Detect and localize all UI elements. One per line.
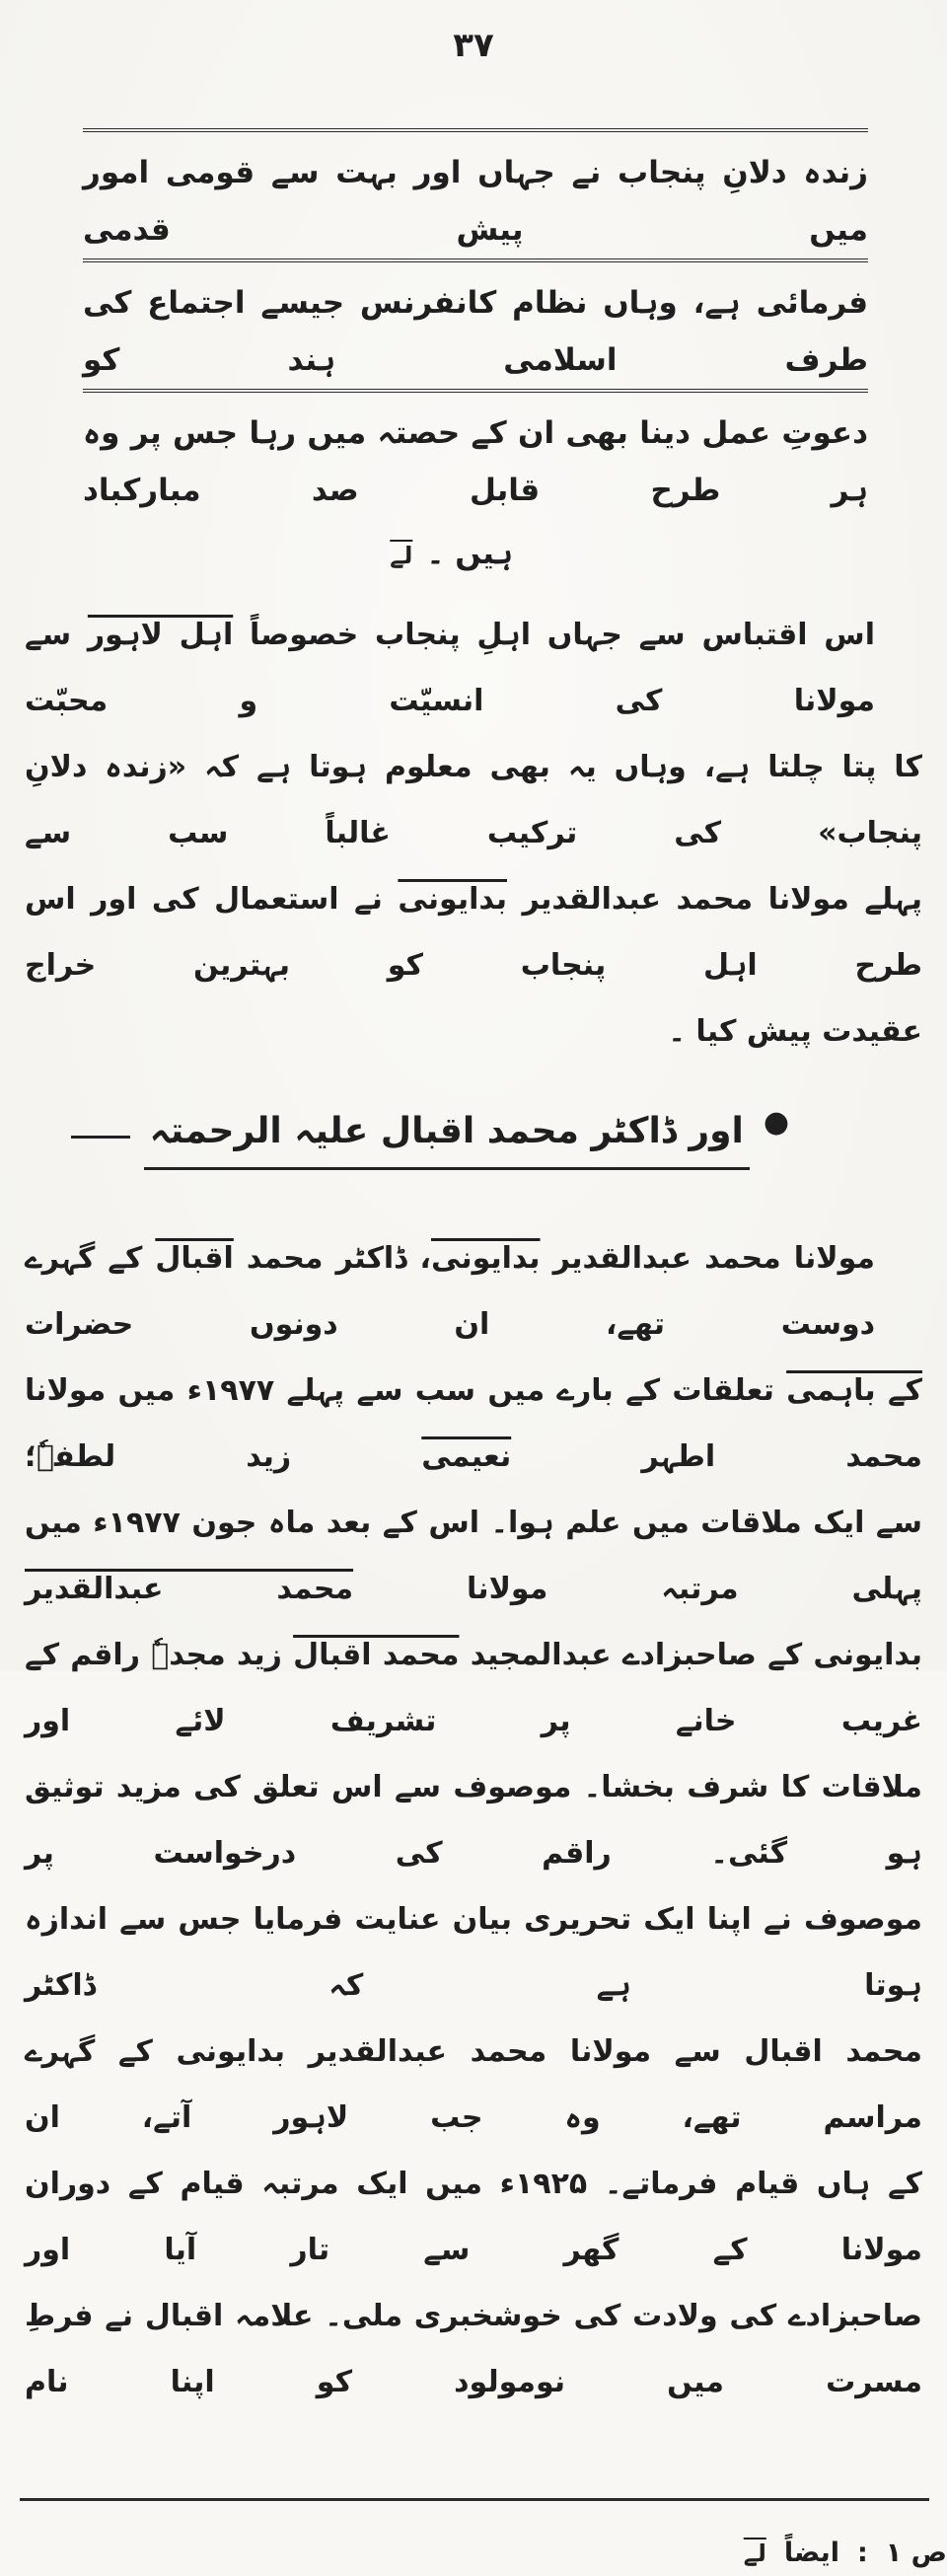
overlined-text: بدایونی [430, 1241, 541, 1276]
text-line [25, 1754, 922, 1886]
overlined-text: محمد عبدالقدیر [25, 1572, 354, 1606]
text-line [25, 2019, 922, 2151]
text-segment: زید مجدہٗ راقم کے غریب خانے پر تشریف لائے اور [25, 1638, 922, 1738]
text-line [25, 1225, 922, 1358]
quote-last-text: ہیں ۔ [426, 536, 513, 571]
text-line [25, 1886, 922, 2019]
bullet-icon: ● [763, 1105, 789, 1140]
text-line [83, 389, 868, 519]
footnote-page: ص ۱ [885, 2538, 947, 2568]
section-heading-text: اور ڈاکٹر محمد اقبال علیہ الرحمتہ [144, 1106, 750, 1170]
overlined-text: اہل لاہور [87, 618, 234, 652]
text-segment: صاحبزادے کی ولادت کی خوشخبری ملی۔ علامہ اقبال نے فرطِ مسرت میں نومولود کو اپنا نام [25, 2299, 922, 2399]
heading-dash-line [71, 1136, 130, 1139]
page-number: ۳۷ [453, 26, 494, 65]
footnote-marker: لے [743, 2539, 766, 2567]
text-line [25, 734, 922, 866]
text-line [25, 1622, 922, 1754]
text-segment: تعلقات کے بارے میں سب سے پہلے ۱۹۷۷ء میں مولانا محمد اطہر [25, 1373, 922, 1474]
overlined-text: کے باہمی [786, 1373, 922, 1408]
text-segment: بدایونی کے صاحبزادے عبدالمجید [459, 1638, 922, 1672]
text-segment: دعوتِ عمل دینا بھی ان کے حصتہ میں رہا جس پر وہ ہر طرح قابل صد مبارکباد [83, 415, 868, 508]
text-segment: عقیدت پیش کیا ۔ [668, 1014, 922, 1049]
footnote [744, 2531, 947, 2576]
text-segment: سے مولانا کی انسیّت و محبّت [25, 618, 875, 718]
overlined-text: بدایونی [398, 882, 507, 917]
text-segment: سے ایک ملاقات میں علم ہوا۔ اس کے بعد ماہ جون ۱۹۷۷ء میں پہلی مرتبہ مولانا [25, 1506, 922, 1606]
text-line [25, 866, 922, 998]
footnote-reference-marker: لے [390, 542, 413, 569]
text-line [83, 128, 868, 258]
text-segment: موصوف نے اپنا ایک تحریری بیان عنایت فرمایا جس سے اندازہ ہوتا ہے کہ ڈاکٹر [25, 1902, 922, 2003]
text-line [25, 2283, 922, 2415]
section-heading [149, 1105, 789, 1170]
overlined-text: محمد اقبال [293, 1638, 460, 1672]
text-segment: مولانا محمد عبدالقدیر [540, 1241, 875, 1276]
text-segment: نے استعمال کی اور اس طرح اہل پنجاب کو بہترین خراج [25, 882, 922, 983]
text-segment: کا پتا چلتا ہے، وہاں یہ بھی معلوم ہوتا ہے کہ «زندہ دلانِ پنجاب» کی ترکیب غالباً سب سے [25, 750, 922, 850]
text-segment: زندہ دلانِ پنجاب نے جہاں اور بہت سے قومی امور میں پیش قدمی [83, 155, 868, 248]
footnote-colon: : [856, 2538, 868, 2568]
text-line [83, 258, 868, 389]
text-line [25, 602, 922, 734]
text-line [25, 998, 922, 1065]
text-line [25, 1490, 922, 1622]
paragraph-2 [25, 1225, 922, 2415]
text-segment: فرمائی ہے، وہاں نظام کانفرنس جیسے اجتماع کی طرف اسلامی ہند کو [83, 285, 868, 378]
footnote-divider [20, 2498, 929, 2501]
text-segment: محمد اقبال سے مولانا محمد عبدالقدیر بدایونی کے گہرے مراسم تھے، وہ جب لاہور آتے، ان [25, 2034, 922, 2135]
text-line [25, 1358, 922, 1490]
footnote-label: ایضاً [783, 2538, 839, 2568]
text-segment: کے ہاں قیام فرماتے۔ ۱۹۲۵ء میں ایک مرتبہ قیام کے دوران مولانا کے گھر سے تار آیا اور [25, 2167, 922, 2267]
overlined-text: نعیمی [421, 1439, 512, 1474]
quote-last-line [0, 519, 947, 580]
text-segment: ملاقات کا شرف بخشا۔ موصوف سے اس تعلق کی مزید توثیق ہو گئی۔ راقم کی درخواست پر [25, 1770, 922, 1871]
quote-block [83, 128, 868, 519]
text-segment: زید لطفہٗ؛ [25, 1439, 422, 1474]
text-segment: کے گہرے دوست تھے، ان دونوں حضرات [25, 1241, 875, 1342]
text-segment: ، ڈاکٹر محمد [233, 1241, 431, 1276]
text-segment: پہلے مولانا محمد عبدالقدیر [506, 882, 923, 917]
paragraph-1 [25, 602, 922, 1065]
text-segment: اس اقتباس سے جہاں اہلِ پنجاب خصوصاً [233, 618, 875, 652]
text-line [25, 2151, 922, 2283]
overlined-text: اقبال [155, 1241, 234, 1276]
